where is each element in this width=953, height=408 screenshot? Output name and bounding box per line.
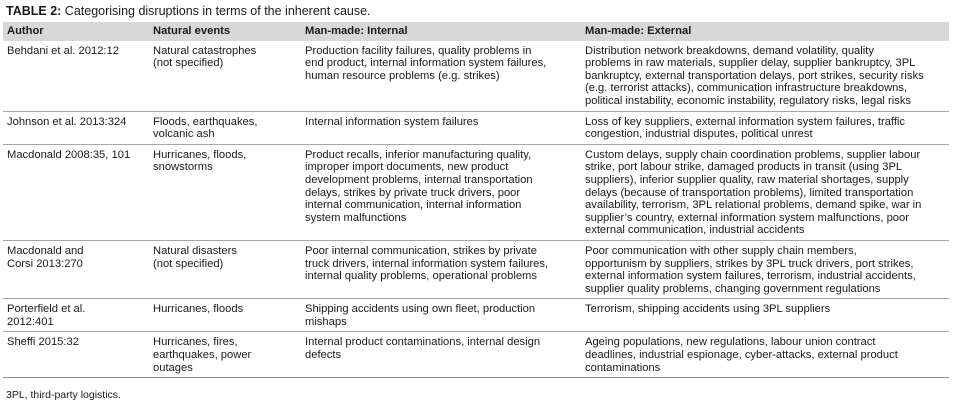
- cell-text-line: Hurricanes, floods: [153, 303, 244, 316]
- cell-text-line: Floods, earthquakes,: [153, 115, 258, 128]
- cell-text-line: strike, port labour strike, damaged products in transit (using 3PL: [585, 161, 903, 174]
- natural-events-cell: [149, 41, 301, 111]
- cell-text-line: Internal information system failures: [305, 115, 479, 128]
- cell-text-line: development problems, internal transportation: [305, 173, 533, 186]
- natural-events-cell: [149, 299, 301, 332]
- natural-events-cell: [149, 144, 301, 240]
- cell-text-line: deadlines, industrial espionage, cyber-attacks, external product: [585, 349, 898, 362]
- table-row: [3, 299, 949, 332]
- cell-text-line: (not specified): [153, 257, 224, 270]
- man-made-external-cell: [581, 299, 949, 332]
- man-made-external-cell: [581, 332, 949, 378]
- cell-text-line: Shipping accidents using own fleet, production: [305, 303, 536, 316]
- author-cell: [3, 111, 149, 144]
- table-row: [3, 41, 949, 111]
- man-made-external-cell: [581, 144, 949, 240]
- cell-text-line: (not specified): [153, 57, 224, 70]
- cell-text-line: Behdani et al. 2012:12: [7, 44, 119, 57]
- cell-text-line: Custom delays, supply chain coordination problems, supplier labour: [585, 148, 921, 161]
- natural-events-cell: [149, 240, 301, 298]
- cell-text-line: delays (because of transportation problems), limited transportation: [585, 186, 914, 199]
- table-caption-text: Categorising disruptions in terms of the inherent cause.: [61, 4, 371, 18]
- cell-text-line: improper import documents, new product: [305, 161, 509, 174]
- author-cell: [3, 299, 149, 332]
- cell-text-line: Macdonald 2008:35, 101: [7, 148, 131, 161]
- table-caption: [6, 4, 371, 19]
- natural-events-cell: [149, 332, 301, 378]
- cell-text-line: internal communication, internal information: [305, 199, 522, 212]
- cell-text-line: problems in raw materials, supplier delay, supplier bankruptcy, 3PL: [585, 57, 916, 70]
- cell-text-line: Natural disasters: [153, 244, 237, 257]
- cell-text-line: external information system failures, terrorism, industrial accidents,: [585, 270, 916, 283]
- cell-text-line: Loss of key suppliers, external information system failures, traffic: [585, 115, 906, 128]
- cell-text-line: 2012:401: [7, 315, 54, 328]
- man-made-internal-cell: [301, 41, 581, 111]
- man-made-internal-cell: [301, 332, 581, 378]
- cell-text-line: mishaps: [305, 315, 347, 328]
- table-body: [3, 41, 949, 378]
- cell-text-line: Natural catastrophes: [153, 44, 257, 57]
- cell-text-line: Product recalls, inferior manufacturing quality,: [305, 148, 532, 161]
- cell-text-line: supplier quality problems, changing government regulations: [585, 282, 881, 295]
- author-cell: [3, 41, 149, 111]
- man-made-internal-cell: [301, 144, 581, 240]
- header-natural-events: Natural events: [153, 25, 231, 37]
- header-man-made-internal: Man-made: Internal: [305, 25, 408, 37]
- cell-text-line: Poor communication with other supply chain members,: [585, 244, 857, 257]
- man-made-external-cell: [581, 240, 949, 298]
- cell-text-line: volcanic ash: [153, 128, 215, 141]
- cell-text-line: external communication, industrial accidents: [585, 224, 805, 237]
- cell-text-line: suppliers), inferior supplier quality, raw material shortages, supply: [585, 173, 909, 186]
- cell-text-line: (e.g. terrorist attacks), communication infrastructure breakdowns,: [585, 82, 908, 95]
- man-made-internal-cell: [301, 111, 581, 144]
- cell-text-line: contaminations: [585, 361, 661, 374]
- cell-text-line: delays, strikes by private truck drivers, poor: [305, 186, 521, 199]
- man-made-external-cell: [581, 111, 949, 144]
- cell-text-line: Ageing populations, new regulations, labour union contract: [585, 336, 876, 349]
- cell-text-line: Production facility failures, quality problems in: [305, 44, 532, 57]
- cell-text-line: Porterfield et al.: [7, 303, 86, 316]
- header-man-made-external: Man-made: External: [585, 25, 692, 37]
- cell-text-line: Corsi 2013:270: [7, 257, 83, 270]
- cell-text-line: earthquakes, power: [153, 349, 252, 362]
- cell-text-line: Sheffi 2015:32: [7, 336, 79, 349]
- cell-text-line: opportunism by suppliers, strikes by 3PL truck drivers, port strikes,: [585, 257, 914, 270]
- table-caption-label: TABLE 2:: [6, 4, 62, 18]
- cell-text-line: Poor internal communication, strikes by private: [305, 244, 537, 257]
- table-row: [3, 144, 949, 240]
- table-footnote: 3PL, third-party logistics.: [6, 389, 121, 401]
- disruptions-table: [3, 22, 949, 378]
- cell-text-line: Johnson et al. 2013:324: [7, 115, 127, 128]
- cell-text-line: human resource problems (e.g. strikes): [305, 69, 500, 82]
- cell-text-line: Hurricanes, floods,: [153, 148, 247, 161]
- cell-text-line: congestion, industrial disputes, political unrest: [585, 128, 813, 141]
- natural-events-cell: [149, 111, 301, 144]
- header-author: Author: [7, 25, 44, 37]
- cell-text-line: defects: [305, 349, 342, 362]
- cell-text-line: Hurricanes, fires,: [153, 336, 238, 349]
- cell-text-line: end product, internal information system failures,: [305, 57, 547, 70]
- cell-text-line: supplier’s country, external information system malfunctions, poor: [585, 211, 909, 224]
- table-header: [3, 22, 949, 41]
- cell-text-line: Distribution network breakdowns, demand volatility, quality: [585, 44, 874, 57]
- cell-text-line: outages: [153, 361, 193, 374]
- cell-text-line: snowstorms: [153, 161, 213, 174]
- man-made-internal-cell: [301, 240, 581, 298]
- cell-text-line: bankruptcy, external transportation delays, port strikes, security risks: [585, 69, 924, 82]
- cell-text-line: internal quality problems, operational problems: [305, 270, 537, 283]
- table-row: [3, 240, 949, 298]
- author-cell: [3, 240, 149, 298]
- table-row: [3, 332, 949, 378]
- cell-text-line: truck drivers, internal information system failures,: [305, 257, 549, 270]
- cell-text-line: system malfunctions: [305, 211, 407, 224]
- table-row: [3, 111, 949, 144]
- cell-text-line: availability, terrorism, 3PL relational problems, demand spike, war in: [585, 199, 922, 212]
- cell-text-line: political instability, economic instability, regulatory risks, legal risks: [585, 94, 912, 107]
- cell-text-line: Internal product contaminations, internal design: [305, 336, 541, 349]
- man-made-external-cell: [581, 41, 949, 111]
- header-row: [3, 22, 949, 41]
- man-made-internal-cell: [301, 299, 581, 332]
- cell-text-line: Macdonald and: [7, 244, 84, 257]
- author-cell: [3, 144, 149, 240]
- author-cell: [3, 332, 149, 378]
- cell-text-line: Terrorism, shipping accidents using 3PL suppliers: [585, 303, 831, 316]
